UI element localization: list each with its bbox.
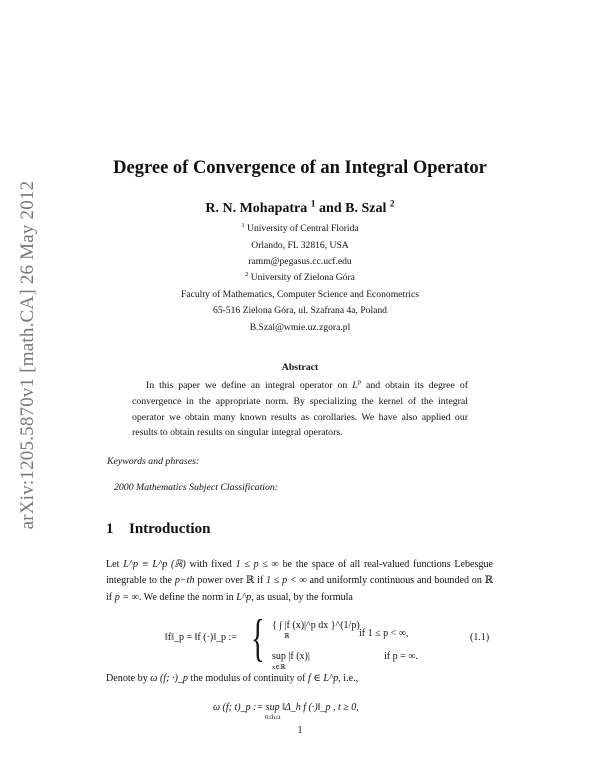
norm-equation xyxy=(165,610,495,671)
norm-equation-case-1 xyxy=(272,620,409,640)
section-number: 1 xyxy=(106,521,114,537)
intro-text-5: , as usual, by the formula xyxy=(251,591,353,603)
affiliation-1-city: Orlando, FL 32816, USA xyxy=(251,240,349,251)
case-2-expression: sup |f (x)| xyxy=(272,651,310,662)
case-1-subscript: ℝ xyxy=(284,633,290,640)
denote-member: f ∈ L^p xyxy=(308,673,339,684)
denote-omega: ω (f; ·)_p xyxy=(150,673,188,684)
norm-equation-case-2 xyxy=(272,651,418,671)
intro-space-def: L^p ≡ L^p (ℝ) xyxy=(123,559,186,570)
section-title: Introduction xyxy=(129,521,211,537)
abstract-space-symbol: L xyxy=(352,380,358,391)
author-mohapatra-mark: 1 xyxy=(310,199,316,210)
author-mohapatra: R. N. Mohapatra xyxy=(205,201,308,216)
case-2-subscript: x∈ℝ xyxy=(272,664,286,671)
abstract-space-exponent: p xyxy=(357,378,362,386)
abstract-text-2: and obtain its degree of convergence in the appropriate norm. By specializing the kernel of the integral operator we obtain many known results as corollaries. We have also applied our results to obtain results on singular integral operators. xyxy=(132,380,469,439)
modulus-equation xyxy=(213,702,359,721)
denote-text-1: Denote by xyxy=(106,673,148,684)
intro-text-2: power over ℝ if xyxy=(197,575,264,587)
intro-text-3: and uniformly continuous and bounded on ℝ if xyxy=(106,575,494,603)
case-1-expression: { ∫ |f (x)|^p dx }^(1/p) xyxy=(272,620,360,631)
intro-lp: L^p xyxy=(236,591,252,603)
affiliation-2-email: B.Szal@wmie.uz.zgora.pl xyxy=(249,322,351,333)
affiliation-2-name-line xyxy=(0,272,600,283)
keywords-label: Keywords and phrases: xyxy=(107,456,200,467)
arxiv-identifier: arXiv:1205.5870v1 [math.CA] 26 May 2012 xyxy=(17,180,38,530)
author-conjunction: and xyxy=(319,201,342,216)
abstract-heading: Abstract xyxy=(281,362,319,373)
case-1-condition: if 1 ≤ p < ∞, xyxy=(359,628,409,639)
affiliation-1-name: University of Central Florida xyxy=(247,223,359,234)
denote-text-3: , i.e., xyxy=(338,673,359,684)
intro-let: Let xyxy=(106,559,120,570)
paper-title: Degree of Convergence of an Integral Operator xyxy=(113,158,487,178)
affiliation-2-address: 65-516 Zielona Góra, ul. Szafrana 4a, Poland xyxy=(213,305,387,316)
intro-text-4: . We define the norm in xyxy=(138,591,234,603)
modulus-sup-range: 0≤h≤t xyxy=(265,714,281,721)
page-number: 1 xyxy=(297,725,303,736)
modulus-expression: ω (f; t)_p := sup ‖Δ_h f (·)‖_p , t ≥ 0, xyxy=(213,702,359,713)
intro-paragraph xyxy=(106,557,493,606)
affiliation-2-faculty: Faculty of Mathematics, Computer Science and Econometrics xyxy=(181,289,419,300)
norm-equation-lhs: ‖f‖_p = ‖f (·)‖_p := xyxy=(165,632,237,643)
intro-range: 1 ≤ p ≤ ∞ xyxy=(235,559,279,570)
affiliation-2-name: University of Zielona Góra xyxy=(250,272,355,283)
affiliation-1-name-line xyxy=(0,223,600,234)
affiliation-1-email: ramm@pegasus.cc.ucf.edu xyxy=(248,256,352,267)
intro-range-2: 1 ≤ p < ∞ xyxy=(266,575,307,587)
abstract-body xyxy=(132,378,468,441)
intro-pth: p−th xyxy=(174,575,195,587)
author-szal: B. Szal xyxy=(345,201,387,216)
equation-number: (1.1) xyxy=(470,632,490,643)
affiliation-1-mark: 1 xyxy=(241,221,245,229)
msc-label: 2000 Mathematics Subject Classification: xyxy=(114,482,279,493)
intro-with-fixed: with fixed xyxy=(189,559,232,570)
affiliation-2-mark: 2 xyxy=(245,270,249,278)
denote-text-2: the modulus of continuity of xyxy=(190,673,306,684)
abstract-text-1: In this paper we define an integral operator on xyxy=(146,380,348,391)
section-heading xyxy=(106,521,210,538)
author-szal-mark: 2 xyxy=(389,199,395,210)
author-line xyxy=(0,201,600,217)
case-2-condition: if p = ∞. xyxy=(384,651,418,662)
denote-line xyxy=(106,673,358,684)
intro-text-1: be the space of all real-valued functions Lebesgue integrable to the xyxy=(106,559,494,587)
cases-brace-icon: { xyxy=(251,610,265,667)
intro-p-infinity: p = ∞ xyxy=(114,591,139,603)
